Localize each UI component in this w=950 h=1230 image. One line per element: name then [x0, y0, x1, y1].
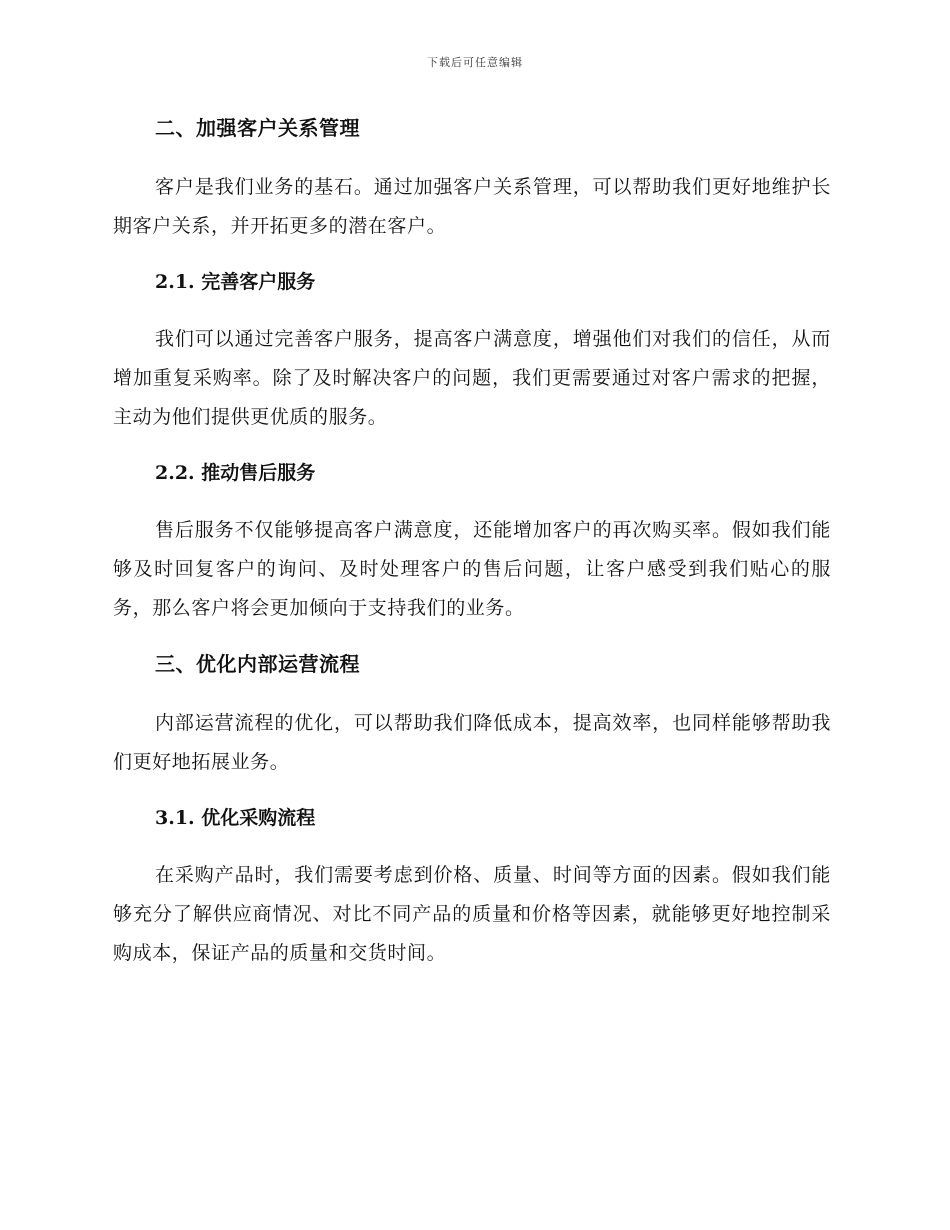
subsection-heading-procurement: 3.1. 优化采购流程	[155, 807, 316, 829]
section-heading-customer-relations: 二、加强客户关系管理	[155, 116, 360, 140]
section-intro-customer-relations: 客户是我们业务的基石。通过加强客户关系管理，可以帮助我们更好地维护长期客户关系，并开拓更多的潜在客户。	[113, 176, 831, 237]
subsection-heading-customer-service: 2.1. 完善客户服务	[155, 271, 316, 293]
subsection-body-after-sales: 售后服务不仅能够提高客户满意度，还能增加客户的再次购买率。假如我们能够及时回复客户的询问、及时处理客户的售后问题，让客户感受到我们贴心的服务，那么客户将会更加倾向于支持我们的业务。	[113, 519, 831, 619]
subsection-heading-after-sales: 2.2. 推动售后服务	[155, 462, 316, 484]
page-header: 下载后可任意编辑	[427, 56, 523, 69]
section-intro-internal-operations: 内部运营流程的优化，可以帮助我们降低成本，提高效率，也同样能够帮助我们更好地拓展业务。	[113, 712, 831, 773]
document-body	[113, 108, 831, 989]
section-heading-internal-operations: 三、优化内部运营流程	[155, 652, 360, 676]
subsection-body-procurement: 在采购产品时，我们需要考虑到价格、质量、时间等方面的因素。假如我们能够充分了解供应商情况、对比不同产品的质量和价格等因素，就能够更好地控制采购成本，保证产品的质量和交货时间。	[113, 864, 831, 964]
subsection-body-customer-service: 我们可以通过完善客户服务，提高客户满意度，增强他们对我们的信任，从而增加重复采购率。除了及时解决客户的问题，我们更需要通过对客户需求的把握，主动为他们提供更优质的服务。	[113, 328, 831, 428]
